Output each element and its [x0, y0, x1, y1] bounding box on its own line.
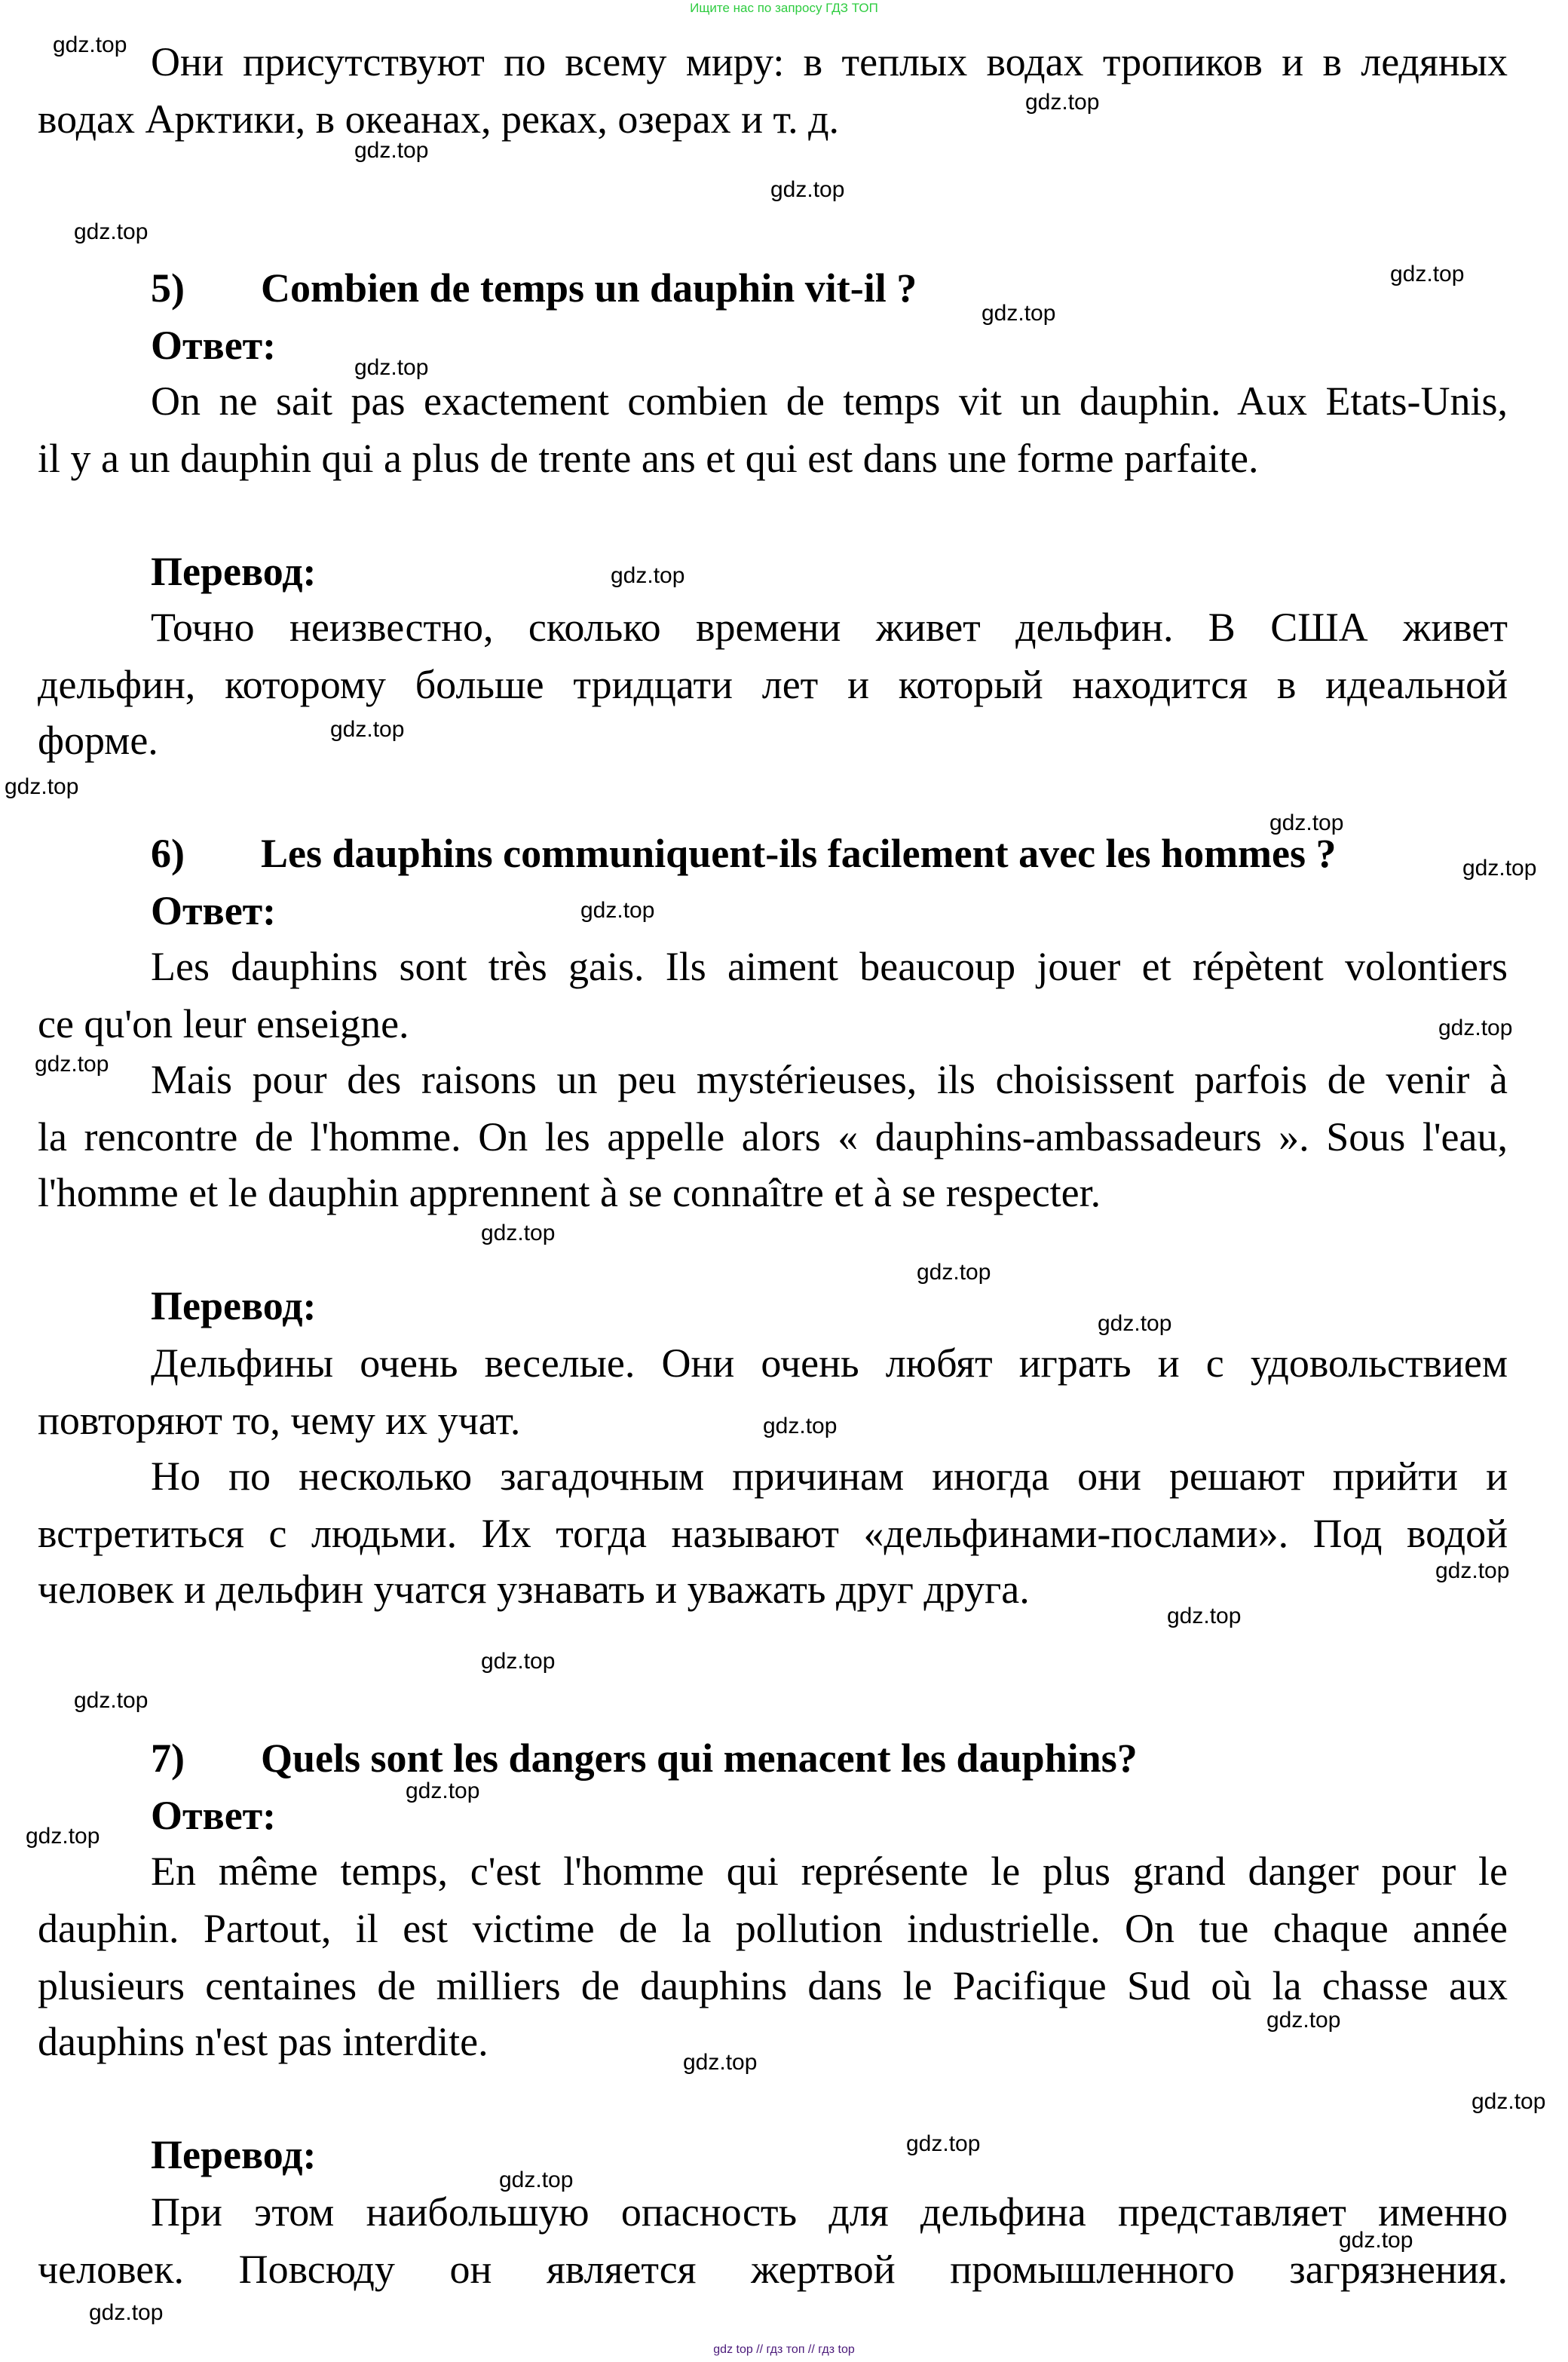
watermark: gdz.top	[1098, 1311, 1172, 1336]
text-line: dauphin. Partout, il est victime de la pollution industrielle. On tue chaque année	[38, 1906, 1508, 1951]
text-line: ce qu'on leur enseigne.	[38, 1001, 409, 1046]
watermark: gdz.top	[499, 2167, 574, 2192]
text-line: встретиться с людьми. Их тогда называют «дельфинами-послами». Под водой	[38, 1511, 1508, 1556]
question-text: Combien de temps un dauphin vit-il ?	[261, 265, 917, 311]
watermark: gdz.top	[1339, 2228, 1413, 2253]
text-line: При этом наибольшую опасность для дельфина представляет именно	[151, 2189, 1508, 2235]
watermark: gdz.top	[53, 32, 127, 57]
text-line: plusieurs centaines de milliers de dauphins dans le Pacifique Sud où la chasse aux	[38, 1963, 1508, 2008]
watermark: gdz.top	[1435, 1558, 1510, 1583]
watermark: gdz.top	[1025, 90, 1100, 115]
watermark: gdz.top	[1167, 1604, 1242, 1628]
text-line: Mais pour des raisons un peu mystérieuses, ils choisissent parfois de venir à	[151, 1057, 1508, 1102]
question-number: 5)	[151, 265, 185, 311]
watermark: gdz.top	[1462, 856, 1537, 881]
watermark: gdz.top	[481, 1221, 556, 1245]
watermark: gdz.top	[683, 2050, 758, 2075]
watermark: gdz.top	[1266, 2008, 1341, 2033]
watermark: gdz.top	[1390, 262, 1465, 286]
watermark: gdz.top	[74, 1688, 149, 1713]
watermark: gdz.top	[917, 1260, 991, 1285]
text-line: Они присутствуют по всему миру: в теплых водах тропиков и в ледяных	[151, 39, 1508, 84]
watermark: gdz.top	[982, 301, 1056, 326]
watermark: gdz.top	[481, 1649, 556, 1674]
watermark: gdz.top	[330, 717, 405, 742]
text-line: человек. Повсюду он является жертвой промышленного загрязнения.	[38, 2247, 1508, 2292]
watermark: gdz.top	[354, 355, 429, 380]
text-line: Но по несколько загадочным причинам иногда они решают прийти и	[151, 1454, 1508, 1499]
text-line: дельфин, которому больше тридцати лет и который находится в идеальной	[38, 662, 1508, 707]
watermark: gdz.top	[580, 898, 655, 923]
watermark: gdz.top	[89, 2300, 164, 2325]
watermark: gdz.top	[406, 1778, 480, 1803]
translation-label: Перевод:	[151, 549, 317, 594]
question-text: Les dauphins communiquent-ils facilement avec les hommes ?	[261, 831, 1337, 876]
text-line: Точно неизвестно, сколько времени живет дельфин. В США живет	[151, 605, 1508, 650]
watermark: gdz.top	[770, 177, 845, 202]
text-line: форме.	[38, 718, 158, 763]
watermark: gdz.top	[1472, 2089, 1546, 2114]
translation-label: Перевод:	[151, 2132, 317, 2177]
watermark: gdz.top	[1438, 1016, 1513, 1040]
text-line: la rencontre de l'homme. On les appelle alors « dauphins-ambassadeurs ». Sous l'eau,	[38, 1114, 1508, 1160]
text-line: Les dauphins sont très gais. Ils aiment beaucoup jouer et répètent volontiers	[151, 944, 1508, 989]
watermark: gdz.top	[5, 774, 79, 799]
text-line: Дельфины очень веселые. Они очень любят играть и с удовольствием	[151, 1340, 1508, 1386]
translation-label: Перевод:	[151, 1283, 317, 1328]
question-number: 7)	[151, 1736, 185, 1781]
watermark: gdz.top	[1269, 810, 1344, 835]
watermark: gdz.top	[763, 1414, 838, 1438]
text-line: человек и дельфин учатся узнавать и уважать друг друга.	[38, 1567, 1030, 1612]
watermark: gdz.top	[35, 1052, 109, 1077]
text-line: On ne sait pas exactement combien de temps vit un dauphin. Aux Etats-Unis,	[151, 378, 1508, 424]
text-line: dauphins n'est pas interdite.	[38, 2019, 488, 2064]
watermark: gdz.top	[74, 219, 149, 244]
text-line: водах Арктики, в океанах, реках, озерах и т. д.	[38, 97, 840, 142]
answer-label: Ответ:	[151, 1793, 277, 1838]
text-line: il y a un dauphin qui a plus de trente ans et qui est dans une forme parfaite.	[38, 436, 1259, 481]
search-banner: Ищите нас по запросу ГДЗ ТОП	[690, 1, 878, 15]
watermark: gdz.top	[906, 2131, 981, 2156]
footer-links: gdz top // гдз топ // гдз top	[713, 2343, 855, 2356]
watermark: gdz.top	[611, 563, 685, 588]
watermark: gdz.top	[354, 138, 429, 163]
text-line: l'homme et le dauphin apprennent à se connaître et à se respecter.	[38, 1170, 1101, 1215]
text-line: повторяют то, чему их учат.	[38, 1398, 521, 1443]
text-line: En même temps, c'est l'homme qui représente le plus grand danger pour le	[151, 1849, 1508, 1894]
watermark: gdz.top	[26, 1824, 100, 1849]
question-text: Quels sont les dangers qui menacent les dauphins?	[261, 1736, 1138, 1781]
answer-label: Ответ:	[151, 888, 277, 933]
answer-label: Ответ:	[151, 323, 277, 368]
question-number: 6)	[151, 831, 185, 876]
